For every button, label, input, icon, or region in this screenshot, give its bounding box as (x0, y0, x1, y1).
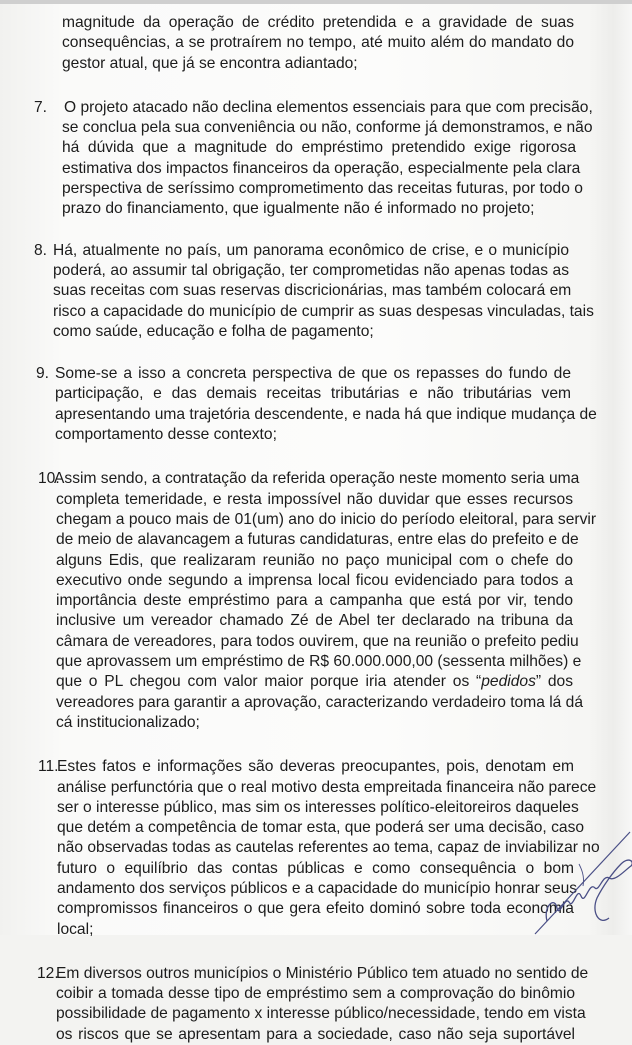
intro-paragraph (62, 13, 574, 74)
text-line: compromissos financeiros o que gera efeito dominó sobre toda economia (57, 900, 574, 918)
text-line: alguns Edis, que realizaram reunião no paço municipal com o chefe do (56, 551, 573, 569)
text-line: consequências, a se protraírem no tempo, até muito além do mandato do (62, 34, 574, 52)
signature-stroke (535, 832, 630, 934)
text-line: suas receitas com suas reservas discricionárias, mas também colocará em (53, 282, 572, 300)
numbered-item-12 (37, 964, 589, 1045)
text-line: executivo onde segundo a imprensa local ficou evidenciado para todos a (56, 571, 573, 589)
text-line: poderá, ao assumir tal obrigação, ter comprometidas não apenas todas as (53, 261, 569, 279)
text-line: como saúde, educação e folha de pagamento; (53, 322, 374, 340)
text-line: se conclua pela sua conveniência ou não, conforme já demonstramos, e não (62, 119, 593, 137)
text-line: que detém a competência de tomar esta, que poderá ser uma decisão, caso (57, 819, 585, 837)
text-line-with-italic (56, 672, 573, 692)
text-line: gestor atual, que já se encontra adiantado; (62, 54, 358, 72)
text-line: possibilidade de pagamento x interesse público/necessidade, tendo em vista (56, 1005, 586, 1023)
item-number: 9. (36, 365, 50, 383)
text-line: câmara de vereadores, para todos ouvirem, que na reunião o prefeito pediu (56, 632, 579, 650)
text-line: importância deste empréstimo para a campanha que está por vir, tendo (56, 592, 573, 610)
text-line: magnitude da operação de crédito pretendida e a gravidade de suas (62, 14, 574, 31)
text-line: futuro o equilíbrio das contas públicas e como consequência o bom (57, 859, 574, 877)
item-number: 12. (37, 964, 59, 982)
item-number: 10. (38, 470, 60, 488)
page-top-edge (0, 0, 632, 4)
text-line: participação, e das demais receitas tributárias e não tributárias vem (55, 385, 571, 403)
text-line: inclusive um vereador chamado Zé de Abel ter declarado na tribuna da (56, 612, 573, 630)
numbered-item-8 (34, 241, 594, 342)
text-line: O projeto atacado não declina elementos essenciais para que com precisão, (64, 98, 593, 116)
text-line: cá institucionalizado; (56, 713, 200, 731)
item-number: 8. (34, 241, 48, 259)
text-segment: que o PL chegou com valor maior porque iria atender os “ (56, 673, 482, 691)
handwritten-signature (525, 826, 632, 936)
text-line: local; (57, 920, 94, 938)
text-line: risco a capacidade do município de cumprir as suas despesas vinculadas, tais (53, 302, 594, 320)
text-line: de meio de alavancagem a futuras candidaturas, entre elas do prefeito e de (56, 531, 579, 549)
numbered-item-10 (38, 469, 597, 733)
text-line: coibir a tomada desse tipo de empréstimo sem a comprovação do binômio (56, 985, 575, 1003)
text-line: não observadas todas as cautelas referentes ao tema, capaz de inviabilizar no (57, 839, 600, 857)
numbered-item-9 (36, 364, 597, 445)
item-number: 7. (34, 98, 48, 116)
numbered-item-11 (38, 757, 600, 940)
text-line: Há, atualmente no país, um panorama econômico de crise, e o município (53, 241, 569, 259)
numbered-item-7 (34, 98, 593, 220)
item-number: 11. (38, 758, 59, 776)
text-line: os riscos que se apresentam para a sociedade, caso não seja suportável (56, 1025, 575, 1043)
italic-word: pedidos (481, 673, 536, 691)
text-line: completa temeridade, e resta impossível não duvidar que esses recursos (56, 490, 573, 508)
text-line: Some-se a isso a concreta perspectiva de que os repasses do fundo de (55, 365, 571, 383)
text-line: estimativa dos impactos financeiros da operação, especialmente pela clara (62, 159, 581, 177)
text-line: análise perfunctória que o real motivo desta empreitada financeira não parece (57, 778, 597, 796)
text-line: Estes fatos e informações são deveras preocupantes, pois, denotam em (57, 758, 574, 776)
text-segment: ” dos (535, 673, 574, 691)
signature-stroke (546, 860, 632, 921)
text-line: chegam a pouco mais de 01(um) ano do inicio do período eleitoral, para servir (56, 510, 597, 528)
text-line: andamento dos serviços públicos e a capacidade do município honrar seus (57, 879, 578, 897)
text-line: Assim sendo, a contratação da referida operação neste momento seria uma (54, 470, 580, 488)
text-line: comportamento desse contexto; (55, 426, 277, 444)
text-line: ser o interesse público, mas sim os interesses político-eleitoreiros daqueles (57, 798, 579, 816)
text-line: vereadores para garantir a aprovação, caracterizando verdadeiro toma lá dá (56, 693, 584, 711)
text-line: prazo do financiamento, que igualmente não é informado no projeto; (62, 200, 535, 218)
text-line: Em diversos outros municípios o Ministério Público tem atuado no sentido de (56, 964, 589, 982)
text-line: apresentando uma trajetória descendente, e nada há que indique mudança de (55, 405, 597, 423)
text-line: que aprovassem um empréstimo de R$ 60.000.000,00 (sessenta milhões) e (56, 653, 582, 671)
text-line: perspectiva de seríssimo comprometimento das receitas futuras, por todo o (62, 180, 583, 198)
text-line: há dúvida que a magnitude do empréstimo pretendido exige rigorosa (62, 139, 576, 157)
